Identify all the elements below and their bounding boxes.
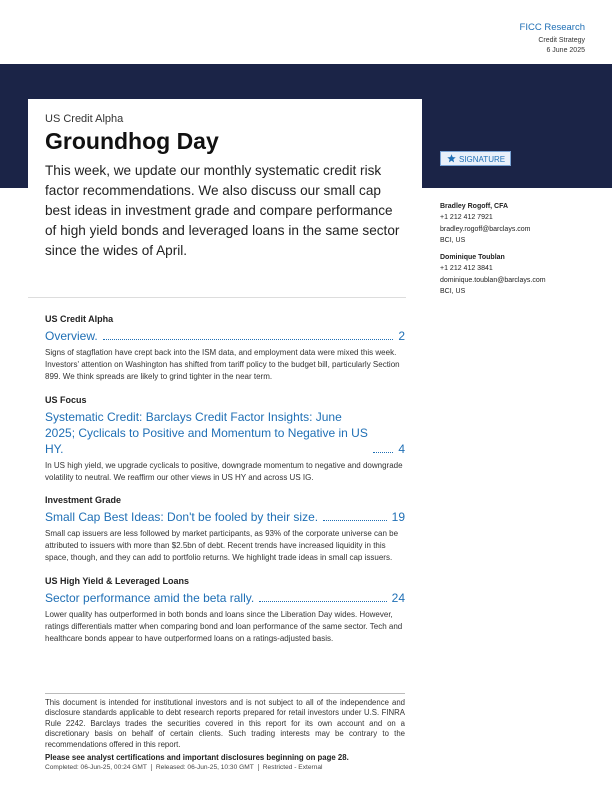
toc-section-heading: Investment Grade [45, 495, 122, 506]
toc-page-number[interactable]: 2 [398, 329, 405, 343]
toc-page-number[interactable]: 4 [398, 441, 405, 456]
toc-section-heading: US Credit Alpha [45, 314, 114, 324]
toc-section [45, 395, 405, 484]
released-timestamp: Released: 06-Jun-25, 10:30 GMT [151, 764, 258, 771]
toc-page-number[interactable]: 19 [391, 510, 405, 525]
divider [28, 297, 406, 298]
toc-link[interactable] [45, 328, 405, 344]
report-header [520, 22, 585, 56]
toc-leader-dots [103, 339, 394, 340]
analyst-email[interactable]: bradley.rogoff@barclays.com [440, 225, 531, 233]
series-label: US Credit Alpha [45, 113, 124, 125]
disclaimer-text: This document is intended for institutional investors and is not subject to all of the independence and disclosure standards applicable to debt research reports prepared for retail investors under U.S. FINRA Rule 2242. Barclays trades the securities covered in this report for its own account and on a discretionary basis on behalf of certain clients. Such trading interests may be contrary to the recommendations offered in this report. [45, 698, 405, 749]
toc-link[interactable] [45, 590, 405, 606]
analyst-email[interactable]: dominique.toublan@barclays.com [440, 276, 546, 284]
toc-leader-dots [373, 452, 393, 453]
star-icon [447, 154, 456, 163]
completed-timestamp: Completed: 06-Jun-25, 00:24 GMT [45, 764, 147, 772]
footer [45, 693, 405, 771]
analyst-entity: BCI, US [440, 288, 466, 296]
subdepartment-label: Credit Strategy [538, 37, 585, 44]
analyst-list [440, 201, 546, 303]
analyst-phone[interactable]: +1 212 412 3841 [440, 265, 493, 273]
analyst-card [440, 201, 546, 246]
report-summary: This week, we update our monthly systematic credit risk factor recommendations. We also discuss our small cap best ideas in investment grade and compare performance of high yield bonds and leveraged loans in the same sector since the wides of April. [45, 163, 400, 258]
toc-link[interactable] [45, 509, 405, 525]
toc-link-title[interactable]: Sector performance amid the beta rally. [45, 590, 255, 605]
signature-label: SIGNATURE [459, 155, 506, 164]
toc-page-number[interactable]: 24 [391, 590, 405, 605]
toc-leader-dots [323, 520, 387, 521]
certifications-note: Please see analyst certifications and important disclosures beginning on page 28. [45, 753, 349, 763]
toc-description: Lower quality has outperformed in both bonds and loans since the Liberation Day wides. However, ratings differentials matter when comparing bond and loan performance of the same sector. Tech and healthcare bonds appear to have outperformed loans on a ratings-adjusted basis. [45, 609, 403, 644]
toc-link[interactable] [45, 409, 405, 457]
table-of-contents [45, 314, 405, 656]
toc-description: Signs of stagflation have crept back into the ISM data, and employment data were mixed this week. Investors' attention on Washington has shifted from tariff policy to the budget bill, particularly Section 899. We think spreads are likely to grind tighter in the near term. [45, 348, 400, 382]
classification-label: Restricted - External [258, 764, 327, 771]
analyst-card [440, 252, 546, 297]
toc-section-heading: US Focus [45, 394, 87, 405]
toc-section-heading: US High Yield & Leveraged Loans [45, 575, 190, 586]
analyst-name: Dominique Toublan [440, 254, 505, 262]
analyst-name: Bradley Rogoff, CFA [440, 203, 509, 210]
analyst-phone[interactable]: +1 212 412 7921 [440, 214, 493, 222]
toc-leader-dots [259, 601, 386, 602]
toc-section [45, 495, 405, 565]
toc-link-title[interactable]: Small Cap Best Ideas: Don't be fooled by their size. [45, 510, 319, 525]
signature-badge [440, 151, 511, 166]
department-label: FICC Research [519, 22, 585, 33]
document-metadata [45, 764, 405, 771]
toc-section [45, 314, 405, 384]
toc-link-title[interactable]: Overview. [45, 329, 98, 343]
analyst-entity: BCI, US [440, 236, 466, 244]
report-date: 6 June 2025 [546, 47, 585, 54]
toc-section [45, 576, 405, 646]
toc-description: In US high yield, we upgrade cyclicals to positive, downgrade momentum to negative and downgrade volatility to neutral. We reaffirm our other views in US HY and across US IG. [45, 460, 403, 482]
report-title: Groundhog Day [45, 128, 219, 154]
toc-link-title[interactable]: Systematic Credit: Barclays Credit Factor Insights: June 2025; Cyclicals to Positive and Momentum to Negative in US HY. [45, 409, 368, 456]
toc-description: Small cap issuers are less followed by market participants, as 93% of the corporate universe can be attributed to issuers with more than $2.5bn of debt. Recent trends have increased liquidity in this space, though, and they can add to portfolio returns. We highlight trade ideas in small cap issuers. [45, 529, 399, 563]
